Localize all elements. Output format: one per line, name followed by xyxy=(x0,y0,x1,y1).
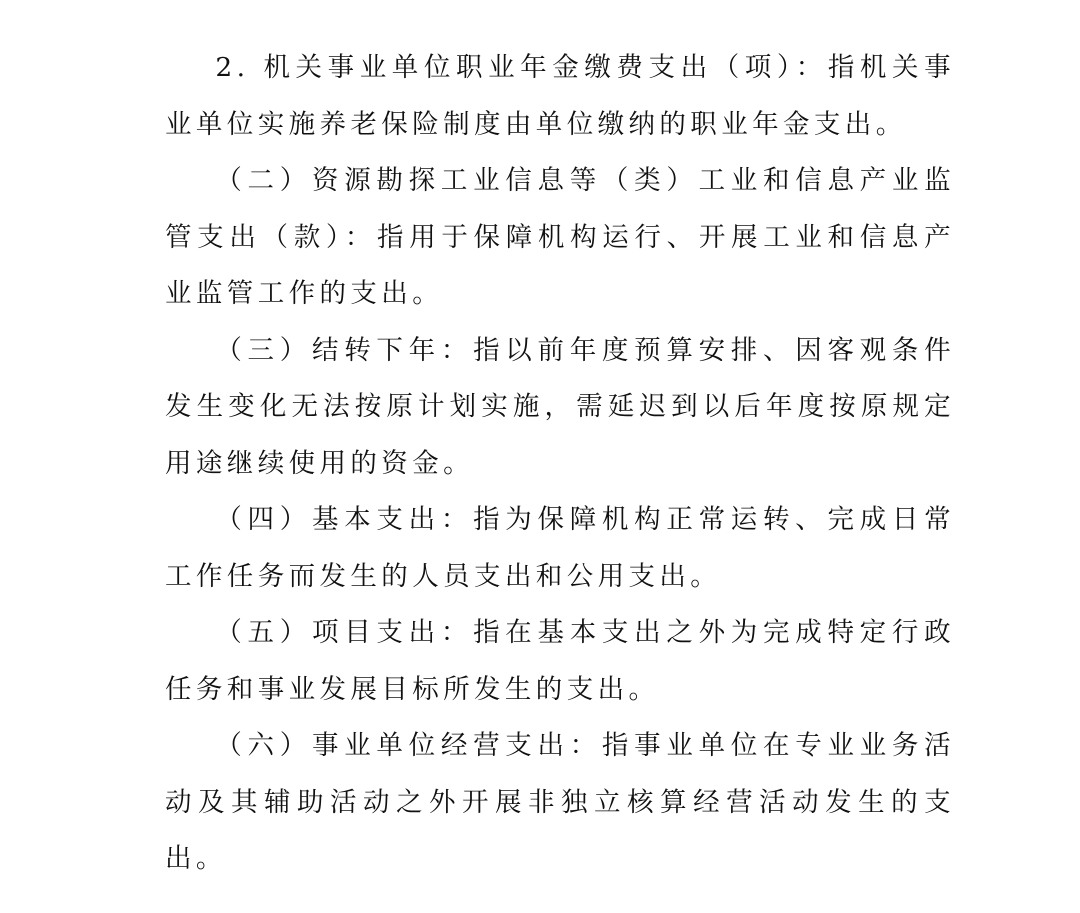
paragraph-carryover: （三）结转下年：指以前年度预算安排、因客观条件发生变化无法按原计划实施，需延迟到以后年度按原规定用途继续使用的资金。 xyxy=(165,334,955,479)
document-body xyxy=(165,40,955,888)
paragraph-project-expenditure: （五）项目支出：指在基本支出之外为完成特定行政任务和事业发展目标所发生的支出。 xyxy=(165,617,955,705)
paragraph-basic-expenditure: （四）基本支出：指为保障机构正常运转、完成日常工作任务而发生的人员支出和公用支出。 xyxy=(165,504,955,592)
paragraph-occupational-annuity: 2. 机关事业单位职业年金缴费支出（项）：指机关事业单位实施养老保险制度由单位缴纳的职业年金支出。 xyxy=(165,52,955,140)
paragraph-operating-expenditure: （六）事业单位经营支出：指事业单位在专业业务活动及其辅助活动之外开展非独立核算经营活动发生的支出。 xyxy=(165,730,955,874)
paragraph-industry-supervision: （二）资源勘探工业信息等（类）工业和信息产业监管支出（款）：指用于保障机构运行、开展工业和信息产业监管工作的支出。 xyxy=(165,165,955,309)
